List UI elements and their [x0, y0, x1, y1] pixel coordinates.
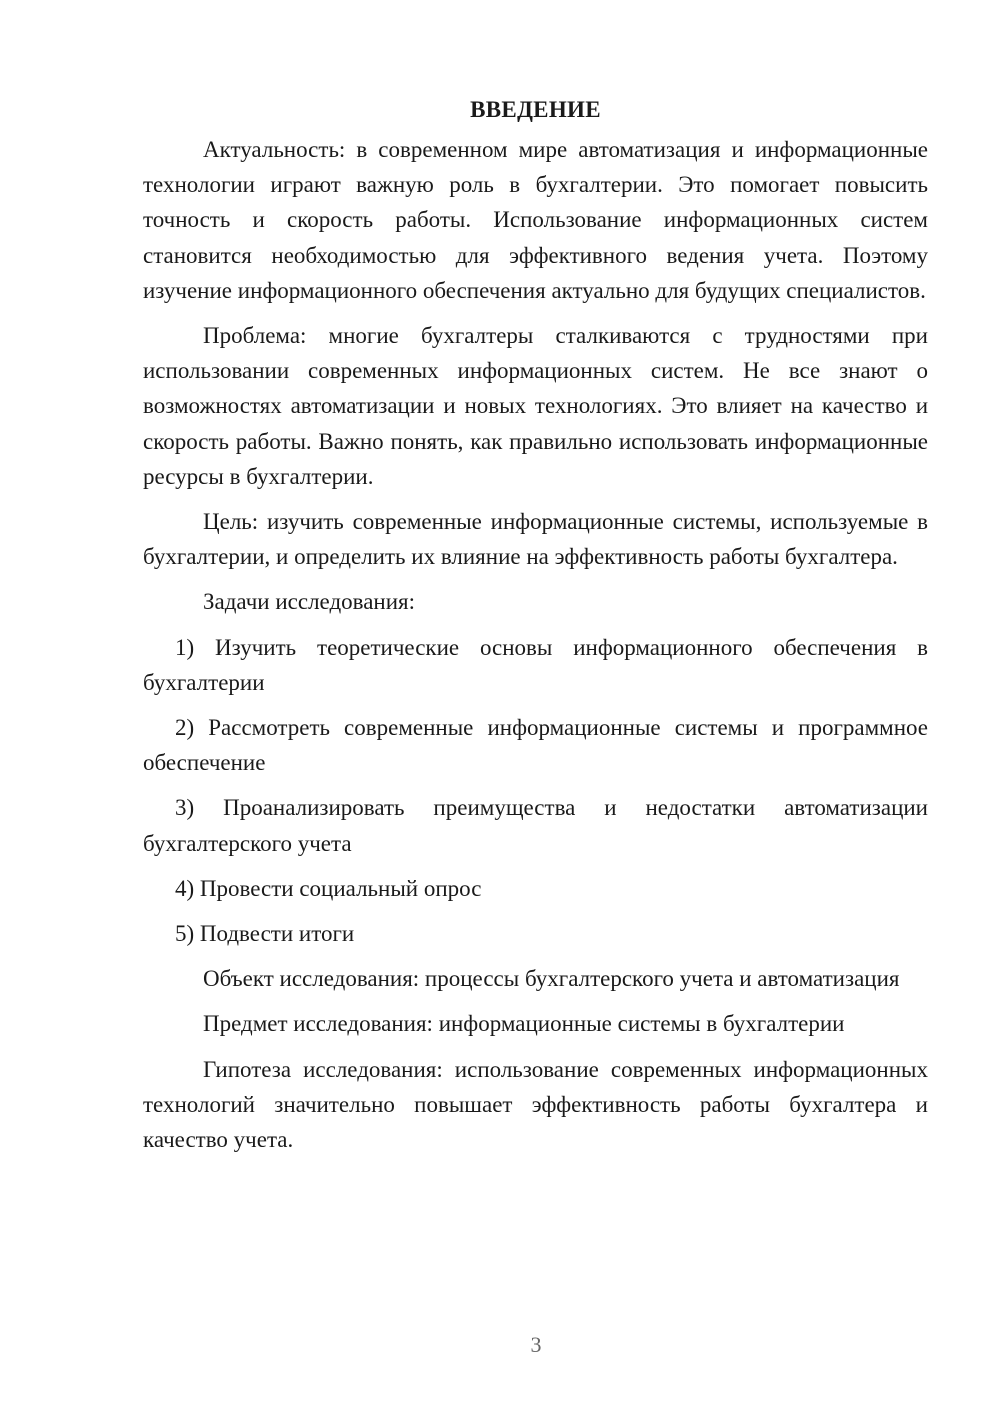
task-item-4: 4) Провести социальный опрос — [175, 875, 482, 901]
task-item-5: 5) Подвести итоги — [175, 921, 355, 947]
paragraph-object: Объект исследования: процессы бухгалтерского учета и автоматизация — [203, 966, 900, 992]
paragraph-subject: Предмет исследования: информационные системы в бухгалтерии — [203, 1011, 845, 1037]
task-item-2: 2) Рассмотреть современные информационные системы и программное обеспечение — [143, 715, 928, 776]
page-number: 3 — [530, 1332, 542, 1357]
document-page — [143, 92, 928, 1167]
task-item-3: 3) Проанализировать преимущества и недостатки автоматизации бухгалтерского учета — [143, 795, 928, 856]
paragraph-relevance: Актуальность: в современном мире автоматизация и информационные технологии играют важную роль в бухгалтерии. Это помогает повысить точность и скорость работы. Использование информационных систем становится необходимостью для эффективного ведения учета. Поэтому изучение информационного обеспечения актуально для будущих специалистов. — [143, 137, 928, 303]
paragraph-tasks-intro: Задачи исследования: — [203, 589, 416, 615]
task-item-1: 1) Изучить теоретические основы информационного обеспечения в бухгалтерии — [143, 634, 928, 695]
page-title: ВВЕДЕНИЕ — [470, 97, 601, 122]
paragraph-goal: Цель: изучить современные информационные системы, используемые в бухгалтерии, и определить их влияние на эффективность работы бухгалтера. — [143, 509, 928, 570]
paragraph-hypothesis: Гипотеза исследования: использование современных информационных технологий значительно повышает эффективность работы бухгалтера и качество учета. — [143, 1056, 928, 1153]
paragraph-problem: Проблема: многие бухгалтеры сталкиваются с трудностями при использовании современных информационных систем. Не все знают о возможностях автоматизации и новых технологиях. Это влияет на качество и скорость работы. Важно понять, как правильно использовать информационные ресурсы в бухгалтерии. — [143, 323, 928, 489]
